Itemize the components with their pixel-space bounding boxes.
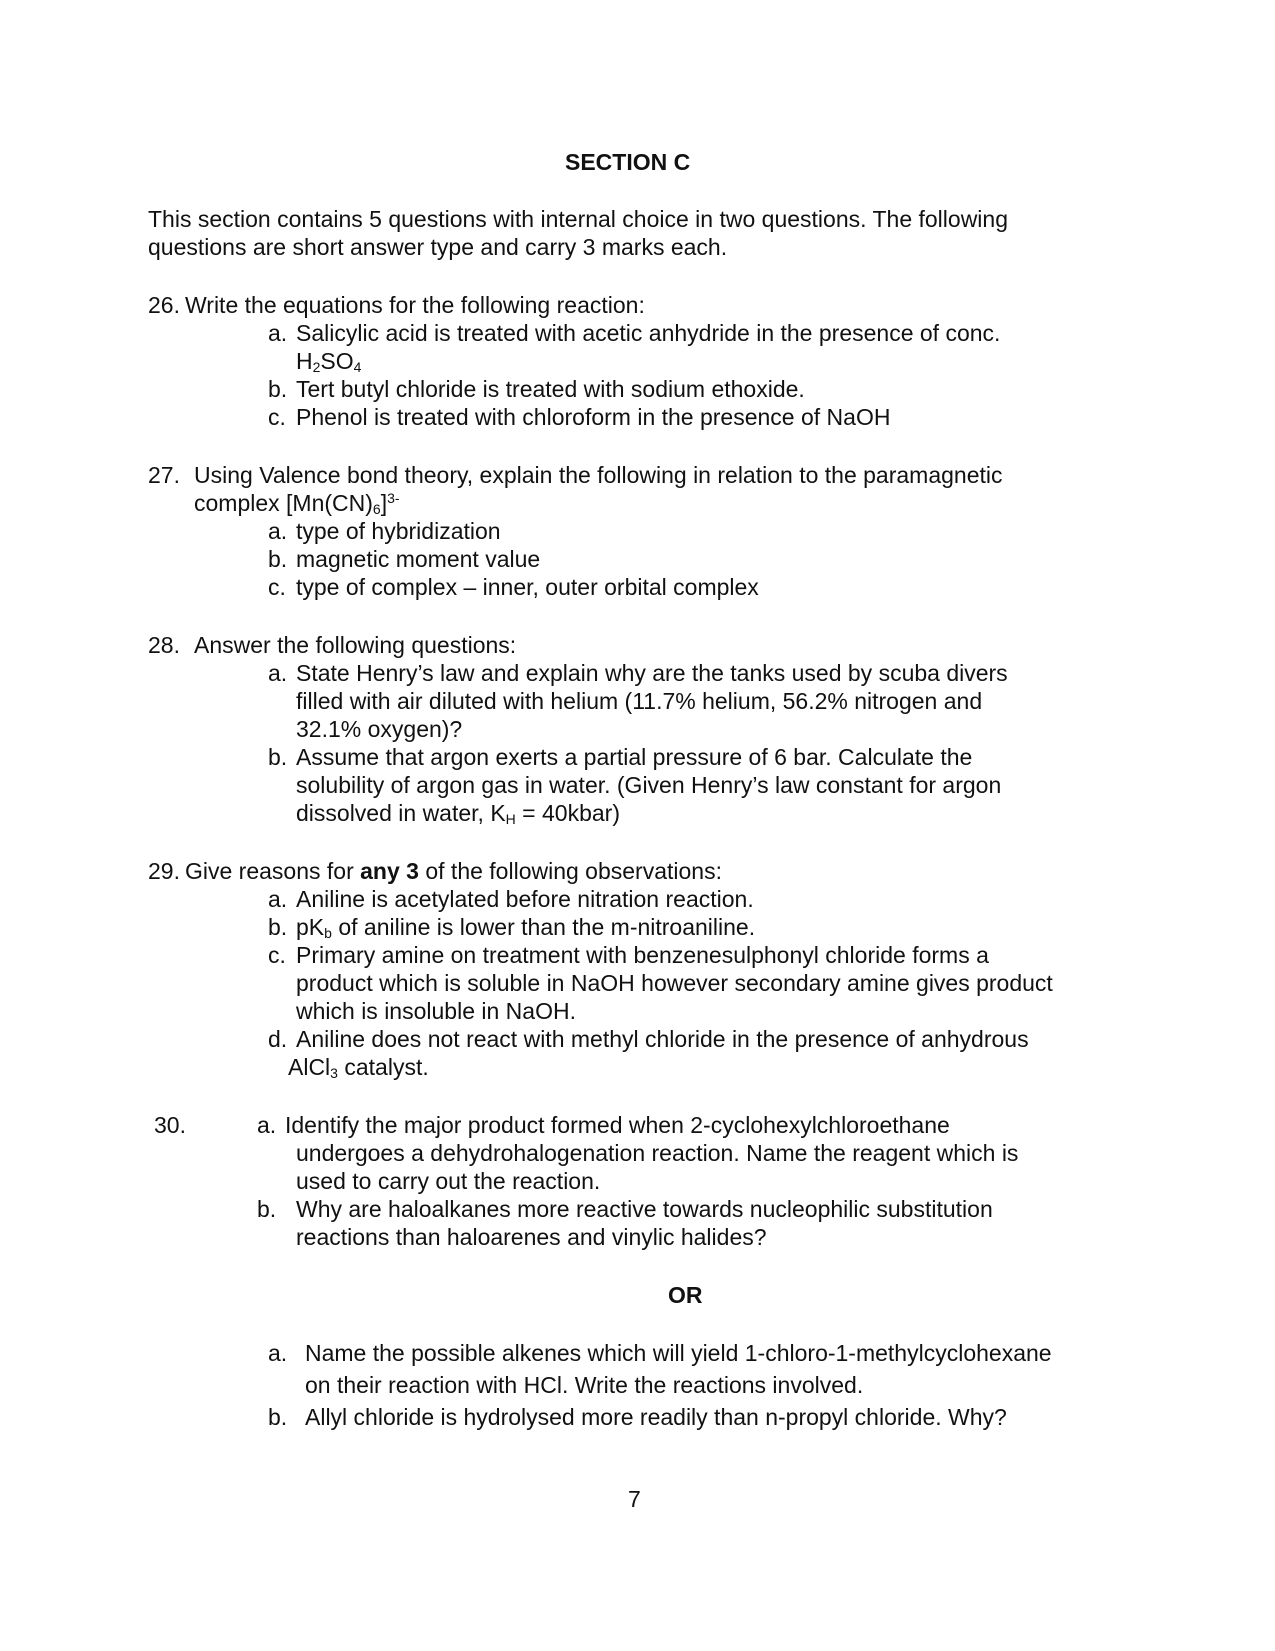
option-label: c. [268,404,286,430]
or-divider: OR [668,1282,703,1308]
option-label: a. [268,886,288,912]
option-text: Tert butyl chloride is treated with sodium ethoxide. [296,376,805,402]
intro-line-1: This section contains 5 questions with internal choice in two questions. The following [148,206,1008,232]
option-label: b. [268,1404,288,1430]
option-label: b. [268,914,288,940]
question-stem: Write the equations for the following reaction: [185,292,645,318]
option-text: Primary amine on treatment with benzenesulphonyl chloride forms a [296,942,989,968]
option-label: b. [268,376,288,402]
option-label: d. [268,1026,288,1052]
option-label: a. [268,518,288,544]
option-text: Aniline is acetylated before nitration reaction. [296,886,754,912]
option-text: reactions than haloarenes and vinylic halides? [296,1224,767,1250]
option-text: Phenol is treated with chloroform in the presence of NaOH [296,404,891,430]
option-text: 32.1% oxygen)? [296,716,463,742]
option-label: b. [268,546,288,572]
option-text: Allyl chloride is hydrolysed more readily than n-propyl chloride. Why? [305,1404,1007,1430]
option-text: Why are haloalkanes more reactive towards nucleophilic substitution [296,1196,993,1222]
option-label: b. [257,1196,277,1222]
complex-formula: complex $[Mn(CN)_6]^{3-}$ [194,490,400,517]
option-text: Assume that argon exerts a partial pressure of 6 bar. Calculate the [296,744,973,770]
option-label: c. [268,574,286,600]
intro-line-2: questions are short answer type and carry 3 marks each. [148,234,728,260]
option-label: b. [268,744,288,770]
option-text: undergoes a dehydrohalogenation reaction. Name the reagent which is [296,1140,1019,1166]
option-label: a. [268,660,288,686]
option-label: a. [268,320,288,346]
option-text: Identify the major product formed when 2-cyclohexylchloroethane [285,1112,950,1138]
option-text: filled with air diluted with helium (11.7% helium, 56.2% nitrogen and [296,688,983,714]
option-text: Salicylic acid is treated with acetic anhydride in the presence of conc. [296,320,1001,346]
option-label: c. [268,942,286,968]
option-text: Name the possible alkenes which will yield 1-chloro-1-methylcyclohexane [305,1340,1052,1366]
question-stem: Give reasons for any 3 of the following observations: [185,858,722,884]
question-number: 26. [148,292,180,318]
question-number: 30. [154,1112,186,1138]
option-text: $pK_b$ of aniline is lower than the m-nitroaniline. [296,914,756,941]
option-text: which is insoluble in NaOH. [296,998,576,1024]
option-text: Aniline does not react with methyl chloride in the presence of anhydrous [296,1026,1029,1052]
question-number: 29. [148,858,180,884]
option-text: used to carry out the reaction. [296,1168,601,1194]
option-text: State Henry’s law and explain why are the tanks used by scuba divers [296,660,1008,686]
option-label: a. [257,1112,277,1138]
formula-h2so4: $H_2SO_4$ [296,348,362,375]
option-text: AlCl$_3$ catalyst. [288,1054,429,1081]
option-text: on their reaction with HCl. Write the reactions involved. [305,1372,864,1398]
option-text: dissolved in water, $K_H$ = 40kbar) [296,800,620,827]
option-text: product which is soluble in NaOH however secondary amine gives product [296,970,1053,996]
question-stem: Using Valence bond theory, explain the following in relation to the paramagnetic [194,462,1003,488]
option-label: a. [268,1340,288,1366]
question-stem: Answer the following questions: [194,632,517,658]
question-number: 28. [148,632,180,658]
option-text: solubility of argon gas in water. (Given Henry’s law constant for argon [296,772,1002,798]
question-number: 27. [148,462,180,488]
option-text: type of complex – inner, outer orbital complex [296,574,759,600]
option-text: type of hybridization [296,518,501,544]
option-text: magnetic moment value [296,546,541,572]
page-number: 7 [628,1486,641,1512]
section-title: SECTION C [565,149,691,175]
